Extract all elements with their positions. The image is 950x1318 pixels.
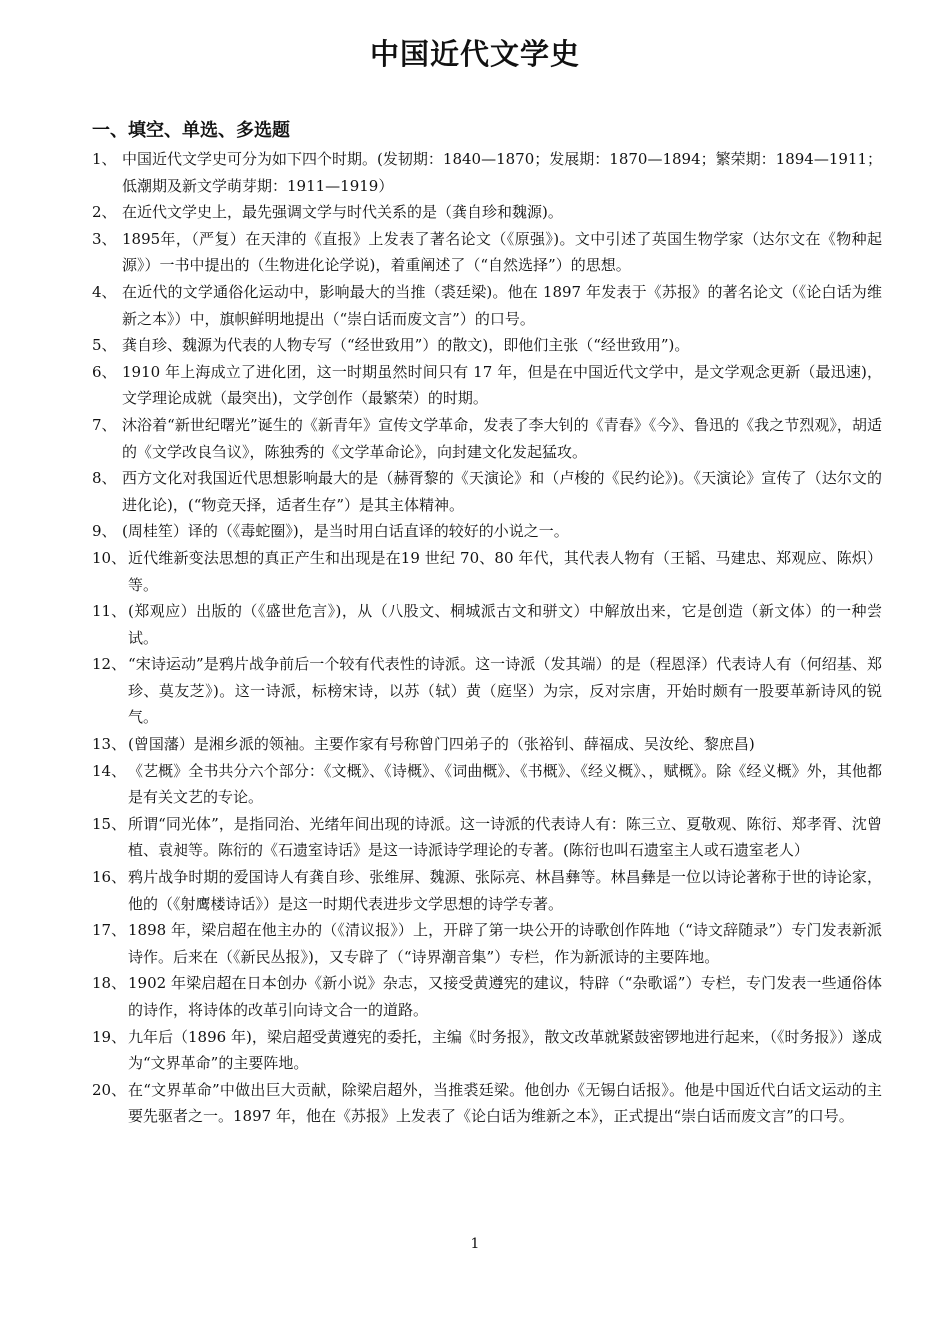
item-number: 9、 <box>92 522 117 541</box>
item-number: 8、 <box>92 469 117 488</box>
item-number: 16、 <box>92 868 127 887</box>
item-number: 2、 <box>92 203 117 222</box>
list-item <box>92 1077 882 1130</box>
item-number: 10、 <box>92 548 127 567</box>
list-item <box>92 359 882 412</box>
item-number: 19、 <box>92 1027 127 1046</box>
item-number: 11、 <box>92 602 127 621</box>
item-number: 12、 <box>92 655 127 674</box>
list-item <box>92 412 882 465</box>
item-text: 所谓“同光体”，是指同治、光绪年间出现的诗派。这一诗派的代表诗人有：陈三立、夏敬观、陈衍、郑孝胥、沈曾植、袁昶等。陈衍的《石遗室诗话》是这一诗派诗学理论的专著。(陈衍也叫石遗室主人或石遗室老人） <box>128 814 882 860</box>
list-item <box>92 465 882 518</box>
list-item <box>92 199 882 226</box>
page-number: 1 <box>470 1236 480 1252</box>
item-text: 1910 年上海成立了进化团，这一时期虽然时间只有 17 年，但是在中国近代文学中，是文学观念更新（最迅速)，文学理论成就（最突出)，文学创作（最繁荣）的时期。 <box>122 362 882 408</box>
list-item <box>92 811 882 864</box>
item-number: 6、 <box>92 362 117 381</box>
item-text: 西方文化对我国近代思想影响最大的是（赫胥黎的《天演论》和（卢梭的《民约论》)。《天演论》宣传了（达尔文的进化论)，(“物竞天择，适者生存”）是其主体精神。 <box>122 469 882 514</box>
list-item <box>92 545 882 598</box>
section-heading: 一、填空、单选、多选题 <box>92 120 290 141</box>
list-item <box>92 518 882 545</box>
item-text: 在近代的文学通俗化运动中，影响最大的当推（裘廷梁)。他在 1897 年发表于《苏报》的著名论文（《论白话为维新之本》）中，旗帜鲜明地提出（“崇白话而废文言”）的口号。 <box>122 282 882 328</box>
list-item <box>92 917 882 970</box>
list-item <box>92 146 882 199</box>
page-title: 中国近代文学史 <box>369 37 580 71</box>
item-text: 1895年，（严复）在天津的《直报》上发表了著名论文（《原强》)。文中引述了英国生物学家（达尔文在《物种起源》）一书中提出的（生物进化论学说)，着重阐述了（“自然选择”）的思想。 <box>122 229 882 275</box>
item-text: “宋诗运动”是鸦片战争前后一个较有代表性的诗派。这一诗派（发其端）的是（程恩泽）代表诗人有（何绍基、郑珍、莫友芝》)。这一诗派，标榜宋诗，以苏（轼）黄（庭坚）为宗，反对宗唐，开始时颇有一股要革新诗风的锐气。 <box>128 655 882 727</box>
item-number: 17、 <box>92 921 127 940</box>
item-number: 15、 <box>92 814 127 833</box>
item-text: 中国近代文学史可分为如下四个时期。(发韧期：1840—1870；发展期：1870—1894；繁荣期：1894—1911；低潮期及新文学萌芽期：1911—1919） <box>122 150 882 195</box>
list-item <box>92 731 882 758</box>
list-item <box>92 279 882 332</box>
item-text: 《艺概》全书共分六个部分：《文概》、《诗概》、《词曲概》、《书概》、《经义概》、，赋概》。除《经义概》外，其他都是有关文艺的专论。 <box>128 761 882 807</box>
list-item <box>92 864 882 917</box>
item-text: 沐浴着“新世纪曙光”诞生的《新青年》宣传文学革命，发表了李大钊的《青春》《今》、鲁迅的《我之节烈观》，胡适的《文学改良刍议》，陈独秀的《文学革命论》，向封建文化发起猛攻。 <box>122 415 882 461</box>
item-text: 九年后（1896 年)，梁启超受黄遵宪的委托，主编《时务报》，散文改革就紧鼓密锣地进行起来，（《时务报》）遂成为“文界革命”的主要阵地。 <box>128 1027 882 1073</box>
list-item <box>92 332 882 359</box>
item-number: 5、 <box>92 336 117 355</box>
list-item <box>92 970 882 1023</box>
item-number: 7、 <box>92 415 117 434</box>
item-number: 4、 <box>92 282 117 301</box>
item-text: 在近代文学史上，最先强调文学与时代关系的是（龚自珍和魏源)。 <box>122 203 563 222</box>
list-item <box>92 598 882 651</box>
list-item <box>92 226 882 279</box>
list-item <box>92 1024 882 1077</box>
item-text: 鸦片战争时期的爱国诗人有龚自珍、张维屏、魏源、张际亮、林昌彝等。林昌彝是一位以诗论著称于世的诗论家，他的（《射鹰楼诗话》）是这一时期代表进步文学思想的诗学专著。 <box>128 868 882 913</box>
list-item <box>92 651 882 731</box>
item-text: 龚自珍、魏源为代表的人物专写（“经世致用”）的散文)，即他们主张（“经世致用”)。 <box>122 336 690 355</box>
item-number: 18、 <box>92 974 127 993</box>
item-number: 1、 <box>92 150 117 168</box>
item-text: 1898 年，梁启超在他主办的（《清议报》）上，开辟了第一块公开的诗歌创作阵地（“诗文辞随录”）专门发表新派诗作。后来在（《新民丛报》)，又专辟了（“诗界潮音集”）专栏，作为新派诗的主要阵地。 <box>128 921 882 966</box>
item-number: 13、 <box>92 735 127 754</box>
item-number: 14、 <box>92 761 127 780</box>
item-text: 在“文界革命”中做出巨大贡献，除梁启超外，当推裘廷梁。他创办《无锡白话报》。他是中国近代白话文运动的主要先驱者之一。1897 年，他在《苏报》上发表了《论白话为维新之本》，正式提出“崇白话而废文言”的口号。 <box>128 1080 882 1126</box>
item-text: 近代维新变法思想的真正产生和出现是在19 世纪 70、80 年代，其代表人物有（王韬、马建忠、郑观应、陈炽）等。 <box>128 548 882 594</box>
item-number: 20、 <box>92 1080 127 1099</box>
item-text: 1902 年梁启超在日本创办《新小说》杂志，又接受黄遵宪的建议，特辟（“杂歌谣”）专栏，专门发表一些通俗体的诗作，将诗体的改革引向诗文合一的道路。 <box>128 974 882 1019</box>
item-text: (曾国藩）是湘乡派的领袖。主要作家有号称曾门四弟子的（张裕钊、薛福成、吴汝纶、黎庶昌) <box>128 735 755 754</box>
item-text: (周桂笙）译的（《毒蛇圈》)，是当时用白话直译的较好的小说之一。 <box>122 522 569 541</box>
list-item <box>92 758 882 811</box>
question-list <box>92 146 882 1130</box>
item-number: 3、 <box>92 229 117 248</box>
item-text: (郑观应）出版的（《盛世危言》)，从（八股文、桐城派古文和骈文）中解放出来，它是创造（新文体）的一种尝试。 <box>128 602 882 647</box>
